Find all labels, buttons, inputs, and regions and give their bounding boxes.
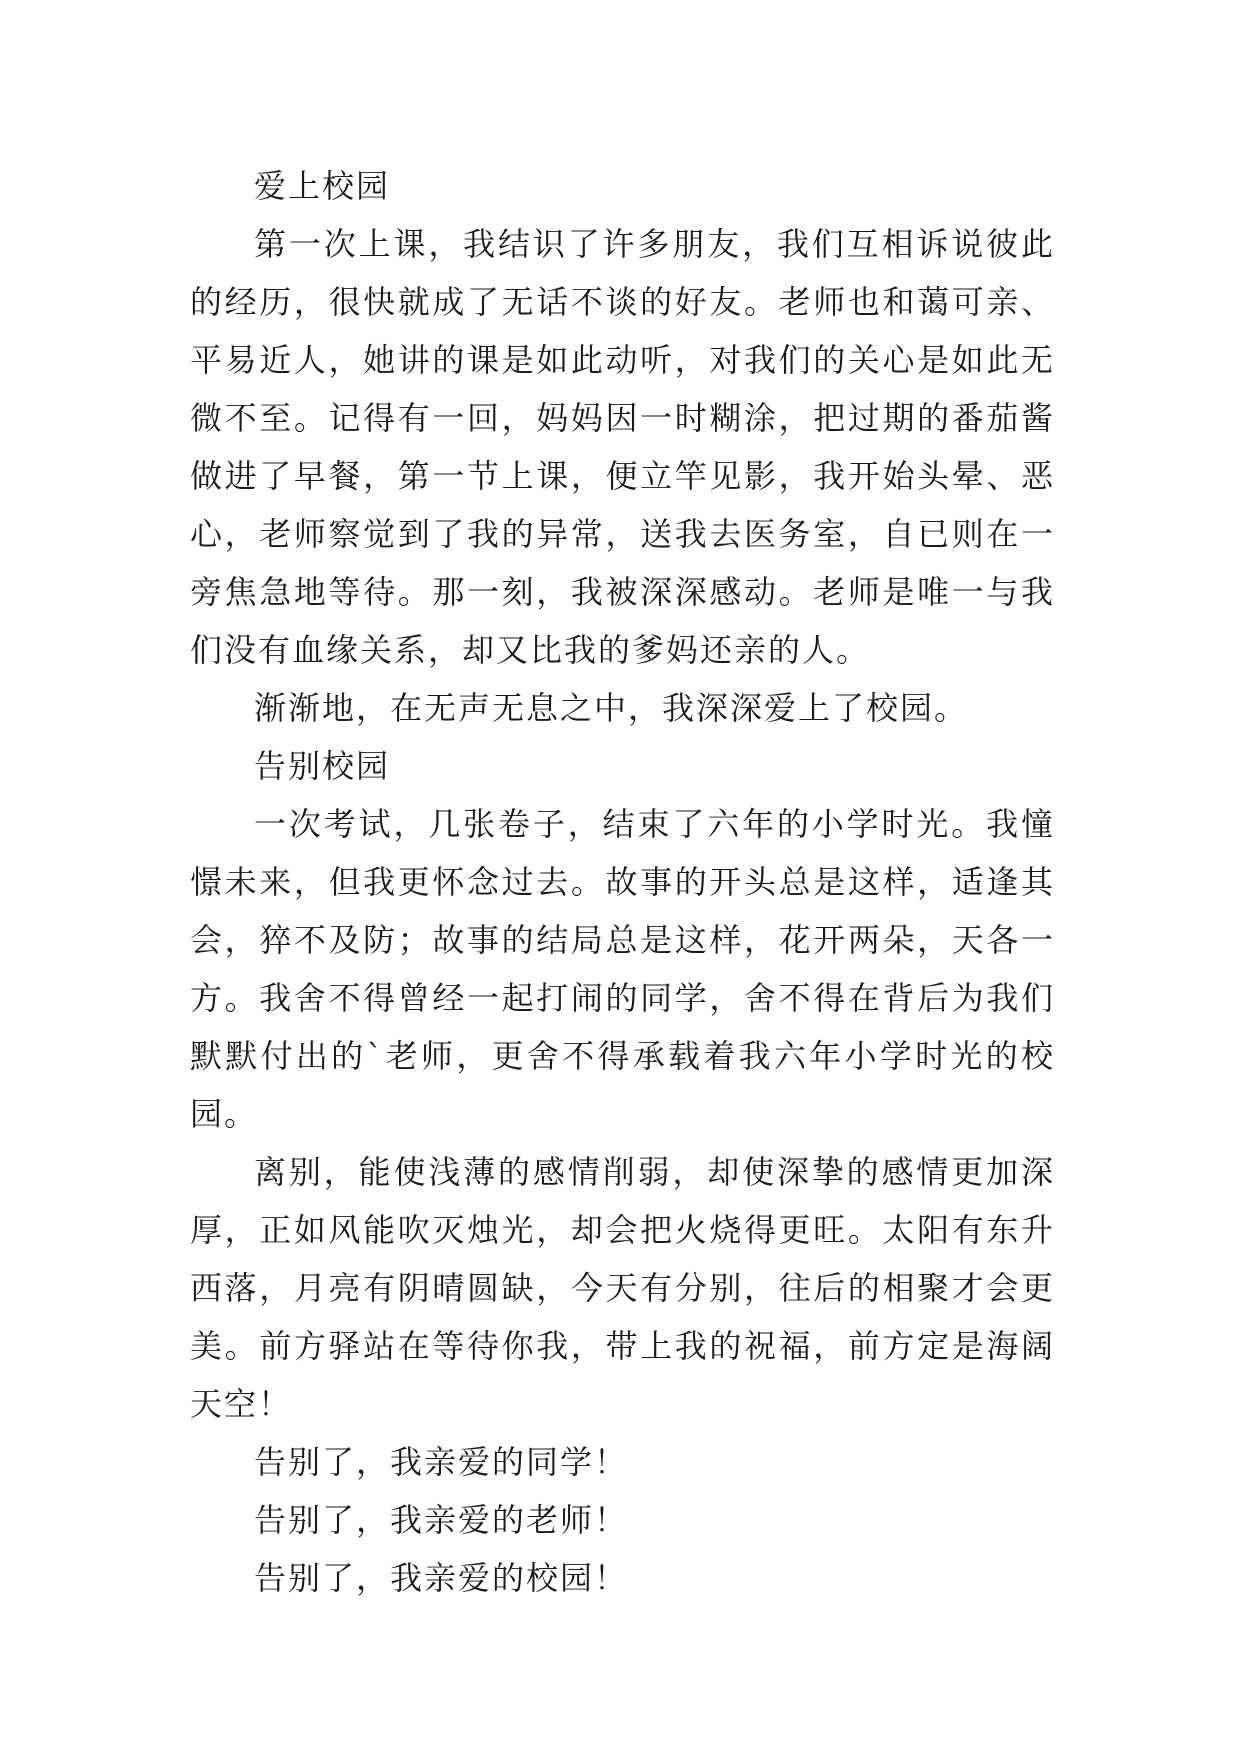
paragraph-parting: 离别，能使浅薄的感情削弱，却使深挚的感情更加深厚，正如风能吹灭烛光，却会把火烧得更旺。太阳有东升西落，月亮有阴晴圆缺，今天有分别，往后的相聚才会更美。前方驿站在等待你我，带上我的祝福，前方定是海阔天空！ bbox=[190, 1153, 1055, 1423]
paragraph-exam: 一次考试，几张卷子，结束了六年的小学时光。我憧憬未来，但我更怀念过去。故事的开头总是这样，适逢其会，猝不及防；故事的结局总是这样，花开两朵，天各一方。我舍不得曾经一起打闹的同学，舍不得在背后为我们默默付出的`老师，更舍不得承载着我六年小学时光的校园。 bbox=[190, 805, 1055, 1133]
farewell-teachers: 告别了，我亲爱的老师！ bbox=[254, 1501, 629, 1539]
document-page bbox=[190, 157, 1055, 1607]
paragraph-love-campus: 渐渐地，在无声无息之中，我深深爱上了校园。 bbox=[254, 689, 969, 727]
section-heading-farewell-campus: 告别校园 bbox=[254, 747, 391, 785]
section-heading-love-campus: 爱上校园 bbox=[254, 167, 391, 205]
farewell-campus: 告别了，我亲爱的校园！ bbox=[254, 1559, 629, 1597]
farewell-classmates: 告别了，我亲爱的同学！ bbox=[254, 1443, 629, 1481]
paragraph-first-class: 第一次上课，我结识了许多朋友，我们互相诉说彼此的经历，很快就成了无话不谈的好友。老师也和蔼可亲、平易近人，她讲的课是如此动听，对我们的关心是如此无微不至。记得有一回，妈妈因一时糊涂，把过期的番茄酱做进了早餐，第一节上课，便立竿见影，我开始头晕、恶心，老师察觉到了我的异常，送我去医务室，自已则在一旁焦急地等待。那一刻，我被深深感动。老师是唯一与我们没有血缘关系，却又比我的爹妈还亲的人。 bbox=[190, 225, 1055, 669]
